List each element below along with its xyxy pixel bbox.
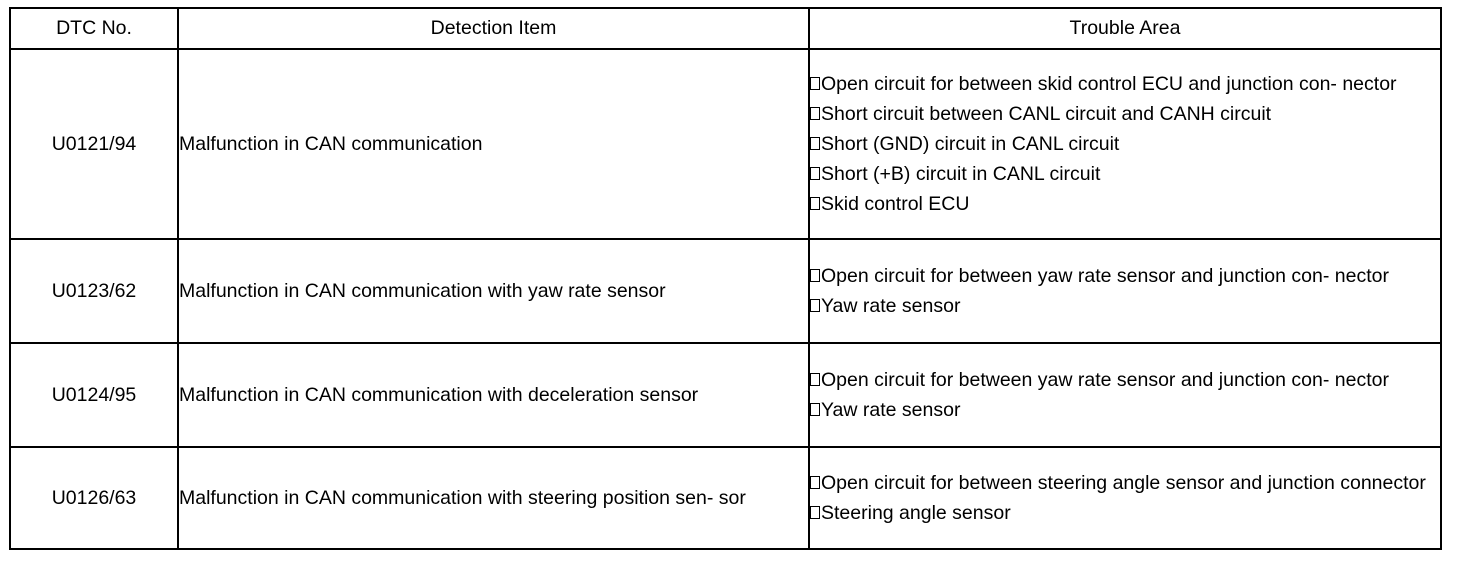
header-row: [10, 8, 1441, 49]
trouble-area-item: [810, 129, 1440, 159]
dtc-code: U0126/63: [10, 447, 178, 549]
dtc-code: U0121/94: [10, 49, 178, 239]
detection-item: Malfunction in CAN communication with steering position sen- sor: [178, 447, 809, 549]
checkbox-bullet-icon: [810, 77, 820, 90]
trouble-area-text: Yaw rate sensor: [821, 399, 961, 421]
trouble-area-item: [810, 365, 1440, 395]
checkbox-bullet-icon: [810, 197, 820, 210]
trouble-area-list: [809, 49, 1441, 239]
trouble-area-text: Steering angle sensor: [821, 502, 1011, 524]
dtc-code: U0123/62: [10, 239, 178, 343]
checkbox-bullet-icon: [810, 476, 820, 489]
dtc-table: [9, 7, 1442, 550]
checkbox-bullet-icon: [810, 403, 820, 416]
table-row: [10, 49, 1441, 239]
header-detection-item: Detection Item: [178, 8, 809, 49]
table-row: [10, 343, 1441, 447]
trouble-area-item: [810, 99, 1440, 129]
header-dtc-no: DTC No.: [10, 8, 178, 49]
trouble-area-text: Short (GND) circuit in CANL circuit: [821, 133, 1120, 155]
detection-item: Malfunction in CAN communication: [178, 49, 809, 239]
trouble-area-text: Open circuit for between steering angle sensor and junction connector: [821, 472, 1426, 494]
trouble-area-text: Open circuit for between yaw rate sensor and junction con- nector: [821, 265, 1389, 287]
table-header: [10, 8, 1441, 49]
checkbox-bullet-icon: [810, 373, 820, 386]
checkbox-bullet-icon: [810, 269, 820, 282]
trouble-area-item: [810, 395, 1440, 425]
trouble-area-list: [809, 239, 1441, 343]
detection-item: Malfunction in CAN communication with deceleration sensor: [178, 343, 809, 447]
trouble-area-item: [810, 261, 1440, 291]
trouble-area-list: [809, 343, 1441, 447]
trouble-area-text: Skid control ECU: [821, 193, 970, 215]
trouble-area-item: [810, 69, 1440, 99]
detection-item: Malfunction in CAN communication with yaw rate sensor: [178, 239, 809, 343]
trouble-area-item: [810, 468, 1440, 498]
table-row: [10, 239, 1441, 343]
checkbox-bullet-icon: [810, 107, 820, 120]
header-trouble-area: Trouble Area: [809, 8, 1441, 49]
trouble-area-item: [810, 189, 1440, 219]
trouble-area-text: Open circuit for between skid control ECU and junction con- nector: [821, 73, 1397, 95]
trouble-area-text: Open circuit for between yaw rate sensor and junction con- nector: [821, 369, 1389, 391]
trouble-area-text: Yaw rate sensor: [821, 295, 961, 317]
checkbox-bullet-icon: [810, 167, 820, 180]
checkbox-bullet-icon: [810, 299, 820, 312]
trouble-area-item: [810, 159, 1440, 189]
trouble-area-text: Short circuit between CANL circuit and CANH circuit: [821, 103, 1272, 125]
checkbox-bullet-icon: [810, 137, 820, 150]
trouble-area-list: [809, 447, 1441, 549]
table-row: [10, 447, 1441, 549]
table-body: [10, 49, 1441, 549]
trouble-area-item: [810, 498, 1440, 528]
dtc-code: U0124/95: [10, 343, 178, 447]
checkbox-bullet-icon: [810, 506, 820, 519]
trouble-area-text: Short (+B) circuit in CANL circuit: [821, 163, 1101, 185]
trouble-area-item: [810, 291, 1440, 321]
